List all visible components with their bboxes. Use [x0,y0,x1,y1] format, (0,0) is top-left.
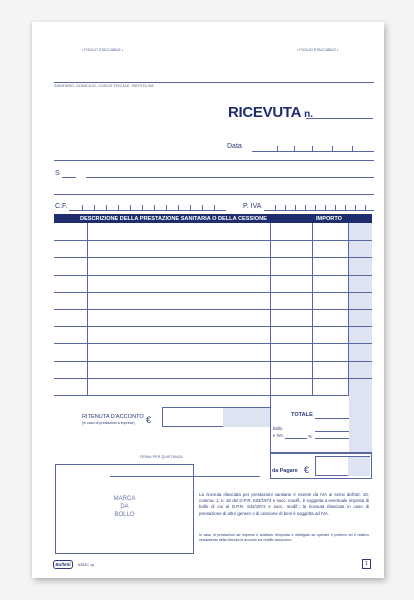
vat-tick [365,205,366,210]
recipient-field[interactable] [86,177,374,178]
tax-code-label: C.F. [55,203,68,210]
signature-label: FIRMA PER QUIETANZA [140,455,183,459]
withholding-label: RITENUTA D'ACCONTO [82,414,144,420]
issuer-caption: SANITARIO, DOMICILIO, CODICE FISCALE, PARTITA IVA [54,84,154,88]
date-tick [312,146,313,151]
vat-line-label: e IVA [273,433,283,438]
form-code: 6353C cp [78,563,95,567]
tax-code-tick [82,205,83,210]
table-row[interactable] [54,309,372,310]
table-row[interactable] [54,275,372,276]
tax-code-tick [118,205,119,210]
tax-code-tick [154,205,155,210]
to-pay-euro-symbol: € [304,465,310,475]
tax-code-tick [202,205,203,210]
vat-tick [325,205,326,210]
vat-tick [345,205,346,210]
date-label: Data [227,143,242,150]
tax-code-tick [190,205,191,210]
receipt-title: RICEVUTA [228,104,302,121]
description-header: DESCRIZIONE DELLA PRESTAZIONE SANITARIA O DELLA CESSIONE [80,215,267,222]
total-label: TOTALE [291,412,313,418]
vat-tick [315,205,316,210]
withholding-note: (in caso di prestazioni a imprese) [82,421,135,425]
date-tick [294,146,295,151]
table-row[interactable] [54,361,372,362]
brand-logo: Buffetti [53,560,73,569]
table-row[interactable] [54,292,372,293]
vat-tick [335,205,336,210]
withholding-shade [223,408,270,427]
withholding-amount-box[interactable] [162,407,270,427]
stamp-box-text [56,495,193,519]
separator-line [54,160,374,161]
table-row[interactable] [54,326,372,327]
stamp-box-line3: BOLLO [114,512,135,518]
vat-field[interactable] [264,210,374,211]
page-number: 1 [362,559,371,569]
items-table [54,223,372,395]
vat-rate-field[interactable] [285,438,307,439]
tax-code-tick [130,205,131,210]
vat-label: P. IVA [243,203,262,210]
stamp-line-label: Bollo [273,426,283,431]
percent-symbol: % [308,434,312,439]
vat-tick [295,205,296,210]
vat-tick [275,205,276,210]
recipient-label-underline [62,177,76,178]
to-pay-shade [348,457,370,476]
date-tick [332,146,333,151]
recipient-label: S [55,170,60,177]
date-tick [352,146,353,151]
perforation-label-left: • FOGLIO STACCABILE • [82,48,124,52]
vat-tick [305,205,306,210]
to-pay-label: da Pagare [272,468,298,474]
stamp-box-line2: DA [120,504,129,510]
euro-symbol: € [146,415,152,425]
tax-code-tick [106,205,107,210]
receipt-number-field[interactable] [306,118,373,119]
table-header-bar [54,214,372,223]
tax-code-tick [214,205,215,210]
totals-cents-shade [349,395,372,452]
stamp-box-line1: MARCA [113,496,136,502]
to-pay-row [270,453,372,479]
vat-tick [285,205,286,210]
tax-code-tick [178,205,179,210]
table-row[interactable] [54,240,372,241]
table-row[interactable] [54,343,372,344]
tax-code-tick [166,205,167,210]
tax-code-tick [142,205,143,210]
table-row[interactable] [54,378,372,379]
legal-notice-secondary: In caso di prestazioni ad imprese il sostituto d'imposta è obbligato ad operare il prelievo ed il relativo versamento della ritenuta di acconto sul reddito autonomo. [199,533,369,542]
recipient-field-line2[interactable] [54,194,374,195]
revenue-stamp-box [55,464,194,554]
tax-code-tick [94,205,95,210]
tax-code-field[interactable] [69,210,226,211]
withholding-section [54,395,372,453]
receipt-title-group [228,104,313,121]
table-row[interactable] [54,257,372,258]
receipt-number-label: n. [304,109,314,120]
date-field[interactable] [252,151,374,152]
perforation-label-right: • FOGLIO STACCABILE • [297,48,339,52]
amount-header: IMPORTO [316,215,343,222]
issuer-line [54,82,374,83]
to-pay-amount-box[interactable] [315,456,370,476]
legal-notice: La ricevuta rilasciata per prestazioni sanitarie è esente da IVA ai sensi dell'art. 10, comma, 1, n. 18 del D.P.R. 633/1972 e succ. modif., è soggetta a eventuale imposta di bollo di cui al D.P.R. 642/1972 e succ. modif.; la ricevuta rilasciata in caso di prestazione di altro genere o di cessione di beni è soggetta ad IVA. [199,492,369,516]
totals-box [270,395,372,453]
date-tick [277,146,278,151]
vat-tick [355,205,356,210]
